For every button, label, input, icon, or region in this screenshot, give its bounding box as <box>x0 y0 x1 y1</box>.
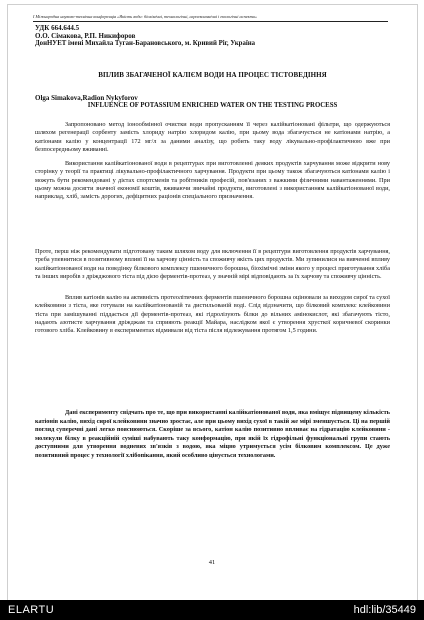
paragraph-text: Використання калійкатіонованої води в рецептурах при виготовленні деяких продуктів харчування може відкрити нову сторінку у теорії та практиці лікувально-профілактичного харчування. Продукти при цьому також збагачуються катіонами калію і можуть бути рекомендовані у дієтах спортсменів та робітників професій, пов'язаних з важкими фізичними навантаженнями. При цьому можна досягти значної економії коштів, вживаючи звичайні продукти, виготовлені з використанням калійкатіонованої води, наприклад, хліб, замість дорогих, дефіцитних раціонів спеціального призначення. <box>35 160 390 201</box>
repository-footer <box>0 600 424 620</box>
authors-uk: О.О. Сімакова, Р.П. Никифоров <box>35 32 136 40</box>
repository-name: ELARTU <box>8 604 55 616</box>
paragraph-motivation <box>35 248 390 281</box>
header-divider <box>33 21 388 22</box>
udc-code: УДК 664.644.5 <box>35 24 80 32</box>
article-title-uk: ВПЛИВ ЗБАГАЧЕНОЇ КАЛІЄМ ВОДИ НА ПРОЦЕС ТІСТОВЕДІННЯ <box>98 71 327 79</box>
paragraph-text: Вплив катіонів калію на активність протеолітичних ферментів пшеничного борошна оцінювали за виходом сирої та сухої клейковини з тіста, яке готували на калійкатіонованій та дистильованій воді. Слід відзначити, що білковий комплекс клейковини тіста при замішуванні піддається дії ферментів-протеаз, які гідролізують білки до вільних амінокислот, які збагачують тісто, надають азотисте харчування дріжджам та сприяють реакції Майара, наслідком якої є утворення хрусткої коричневої скоринки готового хліба. Клейковину в експериментах відмивали від тіста після відлежування протягом 1,5 години. <box>35 294 390 335</box>
page-number: 41 <box>208 559 216 566</box>
handle-link[interactable]: hdl:lib/35449 <box>353 604 416 616</box>
article-title-en: INFLUENCE OF POTASSIUM ENRICHED WATER ON THE TESTING PROCESS <box>87 102 338 109</box>
conference-header: І Міжнародна науково-технічна конференція «Якість води: біохімічні, технологічні, агроекономічні і екологічні аспекти» <box>33 14 257 19</box>
paragraph-text: Проте, перш ніж рекомендувати підготовану таким шляхом воду для включення її в рецептури виготовлення продуктів харчування, треба упевнитися в позитивному впливі її на харчову цінність та споживчу якість цих продуктів. Ми зупинилися на вивченні впливу калійкатіонованої води на поведінку білкового комплексу пшеничного борошна, біохімічні зміни якого у процесі приготування хліба та інших виробів з дріжджового тіста під дією ферментів-протеаз, у значній мірі відповідають за їх харчову та споживчу цінність. <box>35 248 390 280</box>
paragraph-abstract <box>35 121 390 154</box>
authors-en: Olga Simakova,Radion Nykyforov <box>35 94 138 102</box>
affiliation: ДонНУЕТ імені Михайла Туган-Барановського, м. Кривий Ріг, Україна <box>35 40 256 47</box>
paragraph-results <box>35 409 390 461</box>
paragraph-method <box>35 294 390 335</box>
paragraph-usage <box>35 160 390 201</box>
paragraph-text: Дані експерименту свідчать про те, що при використанні калійкатіонованої води, яка вміщує підвищену кількість катіонів калію, вихід сирої клейковини значно зростає, але при цьому вихід сухої в такій же мірі зменшується. Ці на першій погляд суперечні дані легко пояснюються. Скоріше за всього, катіон калію позитивно впливає на гідратацію клейковини - молекули білку в реакційній суміші набувають таку конформацію, при якій їх гідрофільні функціональні групи стають доступними для утворення водневих зв'язків з водою, яка міцно утримується усім білковим комплексом. Це дуже позитивний процес у технології хлібопікання, який особливо цінується технологами. <box>35 409 390 459</box>
paragraph-text: Запропоновано метод іонообмінної очистки води пропусканням її через калійкатіоновані фільтри, що одержуються шляхом регенерації сорбенту замість хлориду натрію хлоридом калію, при цьому вода збагачується не катіонами натрію, а катіонами калію у концентрації 172 мг/л за даними аналізу, що робить таку воду лікувально-профілактичною вже при безпосередньому вживанні. <box>35 121 390 153</box>
